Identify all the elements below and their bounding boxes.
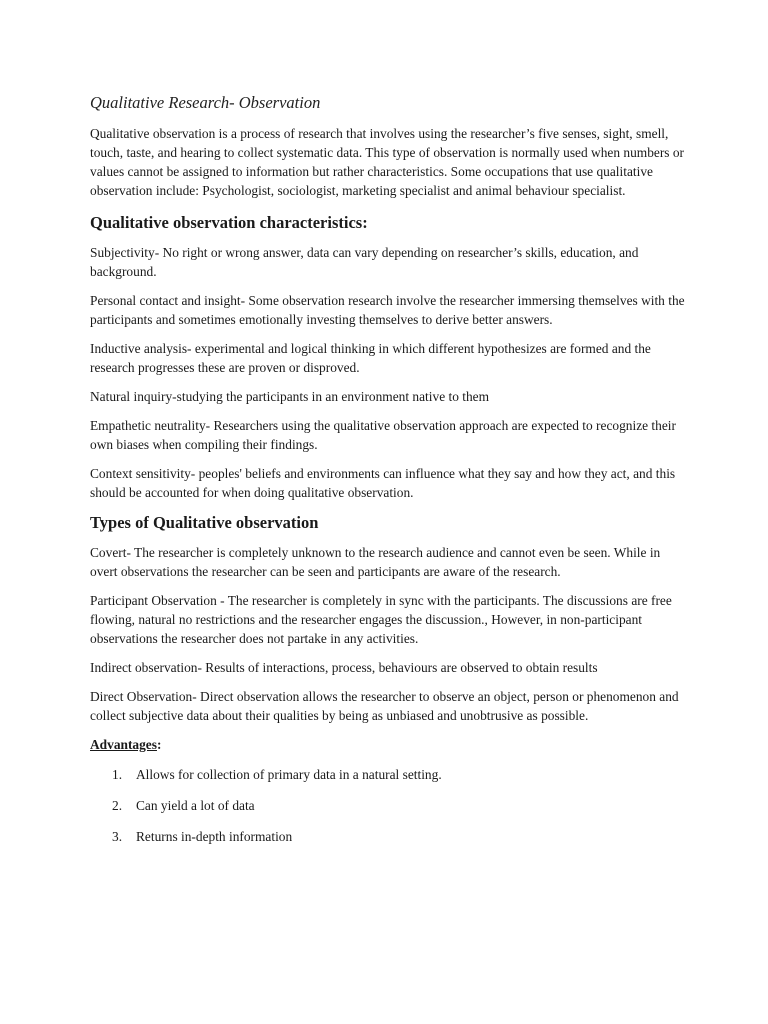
list-item [90,827,690,846]
list-item-number: 2. [112,798,123,813]
type-paragraph: Covert- The researcher is completely unknown to the research audience and cannot even be seen. While in overt observations the researcher can be seen and participants are aware of the research. [90,545,661,579]
characteristic-paragraph: Personal contact and insight- Some observation research involve the researcher immersing themselves with the participants and sometimes emotionally investing themselves to derive better answers. [90,293,685,327]
list-item-number: 1. [112,767,123,782]
advantages-heading [90,735,690,754]
document-page [90,92,690,858]
list-item [90,796,690,815]
characteristic-paragraph: Inductive analysis- experimental and logical thinking in which different hypothesizes are formed and the research progresses these are proven or disproved. [90,341,651,375]
characteristic-paragraph: Context sensitivity- peoples' beliefs and environments can influence what they say and how they act, and this should be accounted for when doing qualitative observation. [90,466,676,500]
advantages-heading-colon: : [156,737,162,752]
characteristics-heading: Qualitative observation characteristics: [90,213,368,232]
characteristic-paragraph: Natural inquiry-studying the participants in an environment native to them [90,389,490,404]
characteristic-paragraph: Subjectivity- No right or wrong answer, data can vary depending on researcher’s skills, education, and background. [90,245,639,279]
types-heading: Types of Qualitative observation [90,513,319,532]
list-item-number: 3. [112,829,123,844]
intro-paragraph: Qualitative observation is a process of research that involves using the researcher’s five senses, sight, smell, touch, taste, and hearing to collect systematic data. This type of observation is normally used when numbers or values cannot be assigned to information but rather characteristics. Some occupations that use qualitative observation include: Psychologist, sociologist, marketing specialist and animal behaviour specialist. [90,126,684,198]
list-item-text: Can yield a lot of data [136,798,255,813]
type-paragraph: Indirect observation- Results of interactions, process, behaviours are observed to obtain results [90,660,598,675]
list-item-text: Returns in-depth information [136,829,293,844]
characteristic-paragraph: Empathetic neutrality- Researchers using the qualitative observation approach are expected to recognize their own biases when compiling their findings. [90,418,676,452]
list-item-text: Allows for collection of primary data in a natural setting. [136,767,442,782]
document-title: Qualitative Research- Observation [90,93,321,112]
type-paragraph: Direct Observation- Direct observation allows the researcher to observe an object, person or phenomenon and collect subjective data about their qualities by being as unbiased and unobtrusive as possible. [90,689,679,723]
advantages-heading-text: Advantages [90,737,157,752]
list-item [90,765,690,784]
type-paragraph: Participant Observation - The researcher is completely in sync with the participants. The discussions are free flowing, natural no restrictions and the researcher engages the discussion., However, in non-participant observations the researcher does not partake in any activities. [90,593,672,646]
advantages-list [90,765,690,846]
